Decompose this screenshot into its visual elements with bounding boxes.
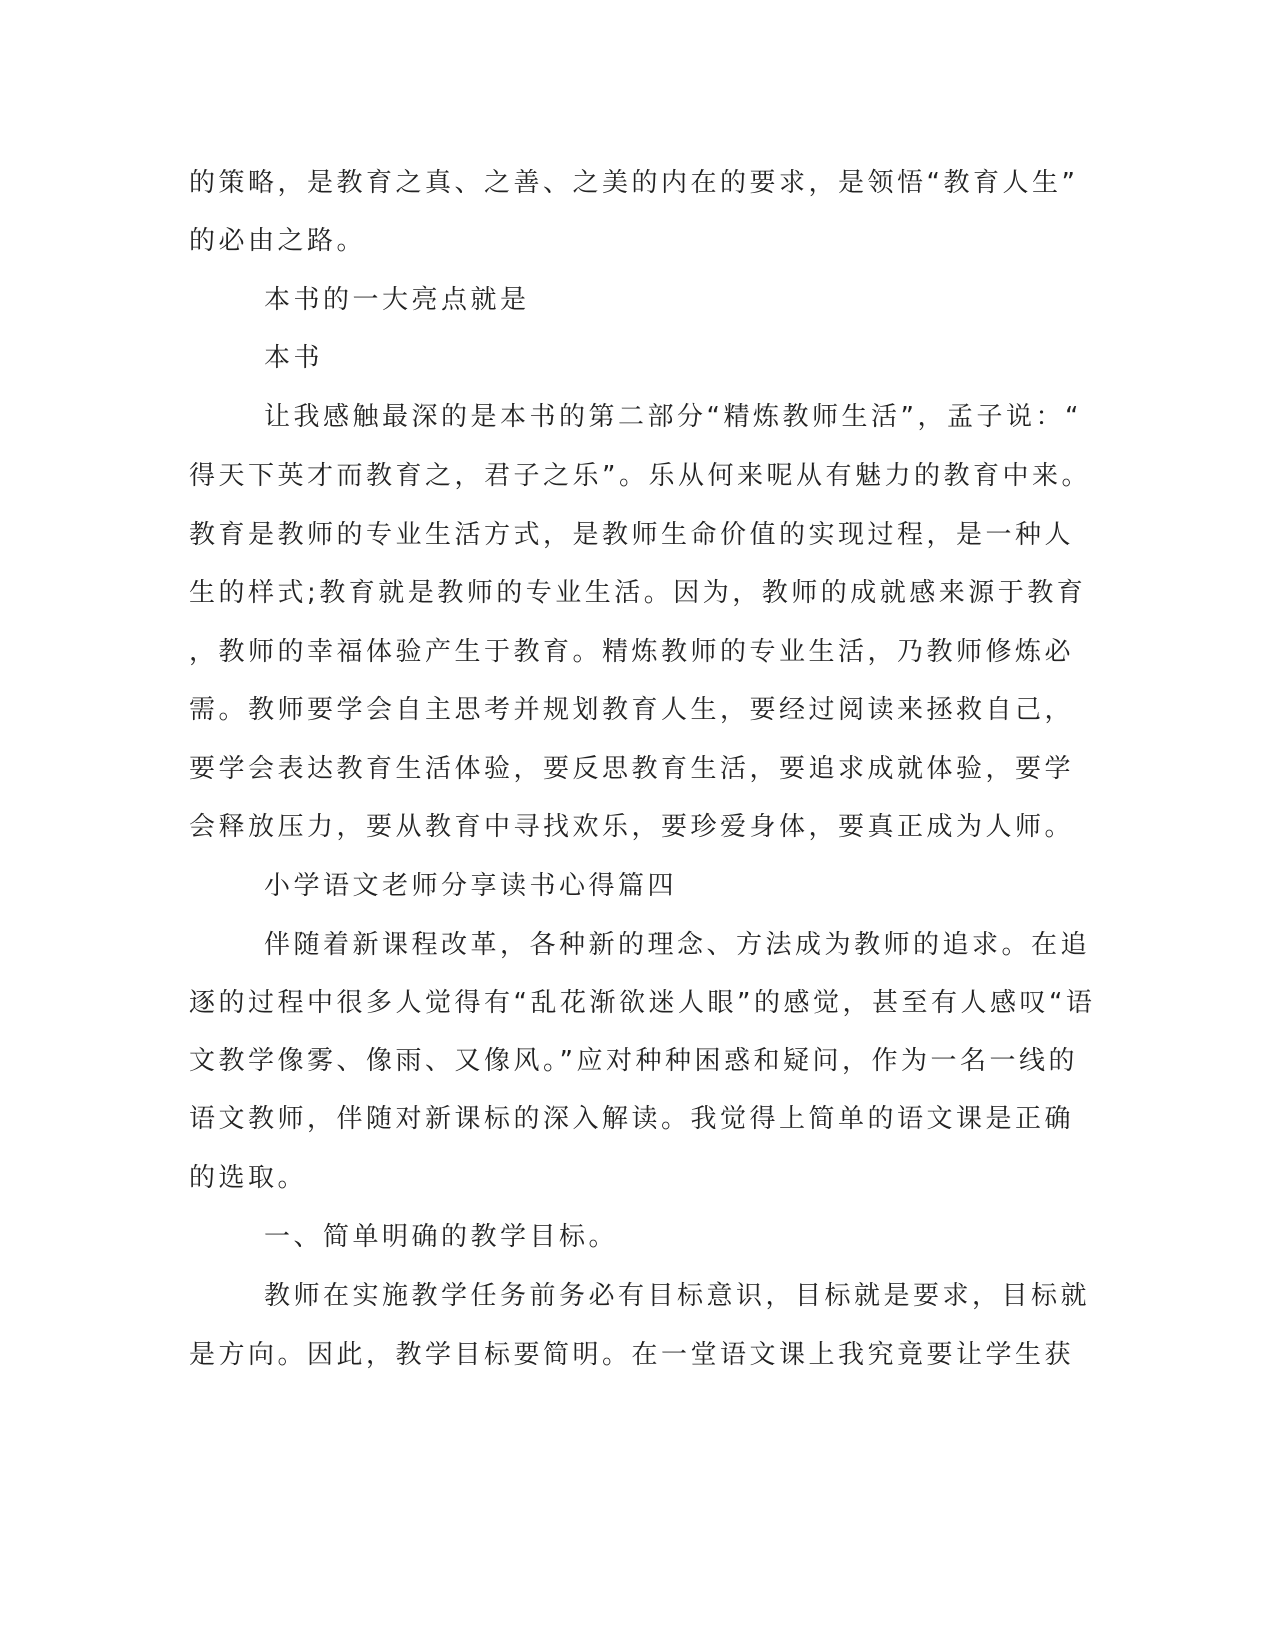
text-line: 教育是教师的专业生活方式，是教师生命价值的实现过程，是一种人 <box>189 520 1075 550</box>
section-heading: 小学语文老师分享读书心得篇四 <box>264 871 678 901</box>
text-line: 语文教师，伴随对新课标的深入解读。我觉得上简单的语文课是正确 <box>189 1104 1075 1134</box>
text-line: 需。教师要学会自主思考并规划教育人生，要经过阅读来拯救自己， <box>189 695 1075 725</box>
text-line: 的选取。 <box>189 1163 308 1193</box>
text-line: 教师在实施教学任务前务必有目标意识，目标就是要求，目标就 <box>264 1281 1091 1311</box>
text-line: 伴随着新课程改革，各种新的理念、方法成为教师的追求。在追 <box>264 930 1091 960</box>
text-line: ，教师的幸福体验产生于教育。精炼教师的专业生活，乃教师修炼必 <box>189 637 1075 667</box>
text-line: 是方向。因此，教学目标要简明。在一堂语文课上我究竟要让学生获 <box>189 1340 1075 1370</box>
text-line: 生的样式;教育就是教师的专业生活。因为，教师的成就感来源于教育 <box>189 578 1087 608</box>
text-line: 让我感触最深的是本书的第二部分“精炼教师生活”，孟子说：“ <box>264 402 1082 432</box>
text-line: 的必由之路。 <box>189 226 367 256</box>
text-line: 得天下英才而教育之，君子之乐”。乐从何来呢从有魅力的教育中来。 <box>189 461 1091 491</box>
subheading: 一、简单明确的教学目标。 <box>264 1222 619 1252</box>
text-line: 文教学像雾、像雨、又像风。”应对种种困惑和疑问，作为一名一线的 <box>189 1046 1078 1076</box>
text-line: 本书 <box>264 343 324 373</box>
text-line: 会释放压力，要从教育中寻找欢乐，要珍爱身体，要真正成为人师。 <box>189 812 1075 842</box>
text-line: 逐的过程中很多人觉得有“乱花渐欲迷人眼”的感觉，甚至有人感叹“语 <box>189 988 1096 1018</box>
text-line: 要学会表达教育生活体验，要反思教育生活，要追求成就体验，要学 <box>189 754 1075 784</box>
text-line: 本书的一大亮点就是 <box>264 285 530 315</box>
text-line: 的策略，是教育之真、之善、之美的内在的要求，是领悟“教育人生” <box>189 168 1079 198</box>
